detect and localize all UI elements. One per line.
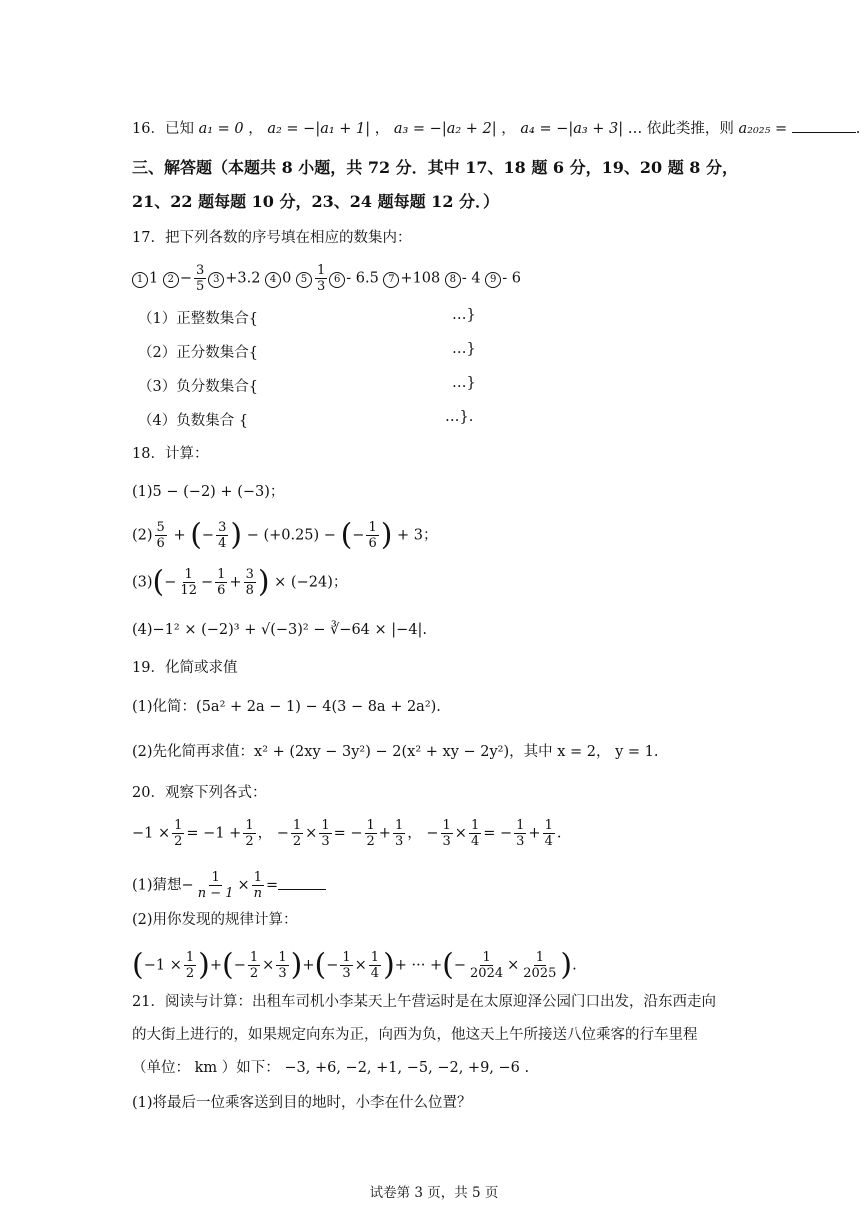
question-17-title: 17．把下列各数的序号填在相应的数集内： (132, 230, 412, 246)
section-3-heading-line2: 21、22 题每题 10 分，23、24 题每题 12 分．） (132, 192, 500, 211)
fraction-denominator: 2024 (470, 966, 504, 981)
fraction (196, 870, 236, 901)
fraction-numerator: 1 (245, 818, 254, 833)
fraction-denominator: 4 (370, 966, 380, 981)
fraction-numerator: 1 (366, 818, 375, 833)
fraction (215, 567, 227, 598)
fraction-numerator: 1 (321, 818, 330, 833)
fraction (468, 950, 505, 981)
fraction-numerator: 1 (394, 818, 404, 833)
q16-a2025: a₂₀₂₅ = (738, 121, 788, 137)
q18-part4: (4)−1² × (−2)³ + √(−3)² − ∛−64 × |−4|. (132, 622, 428, 638)
fraction-numerator: 1 (249, 950, 259, 965)
fraction-denominator: 2 (292, 834, 302, 849)
fraction-denominator: n − 1 (197, 886, 234, 901)
left-paren: ( (340, 517, 353, 553)
fraction-numerator: 3 (196, 263, 205, 278)
left-paren: ( (190, 517, 202, 553)
set-label-negative-numbers: （4）负数集合 { (138, 413, 249, 429)
circled-number: 4 (265, 272, 281, 288)
fraction (365, 818, 377, 849)
fraction (155, 520, 167, 551)
fraction-denominator: 3 (278, 966, 287, 981)
right-paren: ) (383, 947, 395, 983)
fraction-numerator: 1 (535, 950, 544, 965)
right-paren: ) (380, 517, 393, 553)
q20-obs1-lhs: −1 × (132, 825, 171, 842)
fraction-denominator: 2 (245, 834, 254, 849)
fraction (243, 818, 255, 849)
circled-number: 1 (132, 272, 148, 288)
q16-sep1: ， (248, 121, 263, 137)
fraction-denominator: 6 (368, 536, 377, 551)
operator: + (173, 527, 186, 544)
left-paren: ( (152, 564, 165, 600)
set-label-negative-fractions: （3）负分数集合{ (138, 379, 258, 395)
circled-number: 7 (383, 272, 399, 288)
right-paren: ) (230, 517, 243, 553)
ellipsis: + ··· + (394, 957, 443, 974)
set-end: …}. (445, 409, 474, 425)
fraction-numerator: 1 (544, 818, 553, 833)
fraction-numerator: 1 (470, 818, 480, 833)
set-label-positive-integers: （1）正整数集合{ (138, 311, 258, 327)
equals-sign: = (266, 877, 279, 894)
fraction-numerator: 1 (342, 950, 351, 965)
q21-text-line3: （单位： km ）如下： −3, +6, −2, +1, −5, −2, +9, −6 . (132, 1060, 530, 1076)
circled-number: 3 (208, 272, 224, 288)
fraction-numerator: 1 (217, 567, 226, 582)
fraction-numerator: 1 (516, 818, 525, 833)
fraction (393, 818, 405, 849)
left-paren: ( (314, 947, 327, 983)
q20-observations: −1 × $\frac{1}{2}$ = −1 + $\frac{1}{2}$ ， − $\frac{1}{2}$ × $\frac{1}{3}$ = − $\frac{1}{2}$ + $\frac{1}{3}$ ， − $\frac{1}{3}$ × $\frac{1}{4}$ = − $\frac{1}{3}$ + $\frac{1}{4}$ . (132, 818, 562, 849)
fraction (244, 567, 256, 598)
q20-obs1-rhs: = −1 + (186, 825, 242, 842)
q16-sep3: ， (501, 121, 516, 137)
q20-part1: (1)猜想− $\frac{1}{n - 1}$ × $\frac{1}{n}$ = (132, 870, 736, 901)
question-19-title: 19．化简或求值 (132, 660, 238, 676)
left-paren: ( (442, 947, 454, 983)
fraction-denominator: 4 (544, 834, 553, 849)
fraction-denominator: 3 (516, 834, 525, 849)
circled-number: 6 (329, 272, 345, 288)
fraction-denominator: 2 (249, 966, 259, 981)
q17-item-value: - 4 (461, 270, 481, 287)
fraction (291, 818, 303, 849)
fraction-denominator: 2 (185, 966, 195, 981)
circled-number: 2 (163, 272, 179, 288)
fraction-numerator: 1 (211, 870, 220, 885)
fraction (469, 818, 481, 849)
fraction-denominator: 6 (156, 536, 165, 551)
fraction (543, 818, 555, 849)
fraction-denominator: 5 (196, 279, 205, 294)
fraction-numerator: 1 (370, 950, 380, 965)
q16-prefix: 16．已知 (132, 121, 194, 137)
q17-item-value: - 6.5 (346, 270, 379, 287)
set-end: …} (452, 341, 476, 357)
fraction-numerator: 5 (156, 520, 165, 535)
q21-text-line2: 的大街上进行的，如果规定向东为正，向西为负，他这天上午所接送八位乘客的行车里程 (132, 1027, 698, 1043)
fraction-numerator: 1 (292, 818, 302, 833)
fraction-denominator: n (253, 886, 263, 901)
fraction-denominator: 4 (470, 834, 480, 849)
fraction-numerator: 1 (368, 520, 377, 535)
left-paren: ( (132, 947, 144, 983)
fraction (369, 950, 381, 981)
circled-number: 8 (445, 272, 461, 288)
fraction-denominator: 3 (342, 966, 351, 981)
fraction-numerator: 1 (442, 818, 451, 833)
operator: × (−24)； (274, 574, 348, 591)
q16-tail: … 依此类推，则 (627, 121, 734, 137)
fraction-denominator: 3 (321, 834, 330, 849)
circled-number: 9 (485, 272, 501, 288)
fraction (178, 567, 199, 598)
fraction (172, 818, 184, 849)
fraction (319, 818, 331, 849)
right-paren: ) (257, 564, 270, 600)
fraction-denominator: 4 (218, 536, 227, 551)
fraction-denominator: 3 (442, 834, 451, 849)
fraction-numerator: 1 (253, 870, 262, 885)
question-18-title: 18．计算： (132, 446, 209, 462)
q17-item-value: - 6 (502, 270, 521, 287)
q19-part1: (1)化简：(5a² + 2a − 1) − 4(3 − 8a + 2a²). (132, 699, 441, 715)
fraction-denominator: 3 (316, 279, 326, 294)
fraction-numerator: 1 (278, 950, 287, 965)
q16-a1: a₁ = 0 (198, 121, 244, 137)
part-label: (1)猜想 (132, 877, 182, 894)
fraction-denominator: 6 (217, 583, 226, 598)
right-paren: ) (290, 947, 303, 983)
operator: − (+0.25) − (246, 527, 336, 544)
q17-item-value: 0 (282, 270, 292, 287)
q16-a3: a₃ = −|a₂ + 2| (393, 121, 497, 137)
fraction (315, 263, 327, 294)
q21-part1: (1)将最后一位乘客送到目的地时，小李在什么位置？ (132, 1095, 472, 1111)
q20-calc-term: −1 × (143, 957, 182, 974)
part-label: (3) (132, 574, 153, 591)
fraction-denominator: 2025 (523, 966, 557, 981)
fraction (514, 818, 526, 849)
question-16 (132, 118, 861, 139)
q16-a4: a₄ = −|a₃ + 3| (520, 121, 624, 137)
fraction-numerator: 3 (218, 520, 227, 535)
fraction-denominator: 2 (174, 834, 183, 849)
part-label: (2) (132, 527, 153, 544)
fraction (248, 950, 260, 981)
answer-blank (792, 118, 856, 133)
fraction-denominator: 3 (394, 834, 404, 849)
fraction (441, 818, 453, 849)
fraction-numerator: 1 (316, 263, 326, 278)
fraction (340, 950, 352, 981)
fraction (216, 520, 228, 551)
q17-frac-sign: − (179, 270, 192, 287)
q16-a2: a₂ = −|a₁ + 1| (267, 121, 371, 137)
fraction (194, 263, 206, 294)
q17-item-value: 1 (149, 270, 159, 287)
set-label-positive-fractions: （2）正分数集合{ (138, 345, 258, 361)
q17-number-list (132, 263, 736, 294)
q21-text-line1: 21．阅读与计算：出租车司机小李某天上午营运时是在太原迎泽公园门口出发，沿东西走向 (132, 994, 716, 1010)
answer-blank (278, 875, 326, 890)
fraction (184, 950, 196, 981)
left-paren: ( (222, 947, 234, 983)
fraction-numerator: 3 (245, 567, 254, 582)
fraction-numerator: 1 (174, 818, 183, 833)
fraction-denominator: 2 (366, 834, 375, 849)
q18-part2: (2) $\frac{5}{6}$ + (− $\frac{3}{4}$ ) − (+0.25) − (− $\frac{1}{6}$ ) + 3； (132, 517, 438, 553)
circled-number: 5 (296, 272, 312, 288)
q17-item-value: +3.2 (225, 270, 261, 287)
q20-calculation: (−1 × $\frac{1}{2}$ )+(− $\frac{1}{2}$ × $\frac{1}{3}$ )+(− $\frac{1}{3}$ × $\frac{1}{4}$ )+ ··· +(− $\frac{1}{2024}$ × $\frac{1}{2025}$ ). (132, 947, 577, 983)
q16-end: . (855, 121, 861, 137)
q18-part1: (1)5 − (−2) + (−3)； (132, 484, 285, 500)
fraction-denominator: 8 (245, 583, 254, 598)
fraction-numerator: 1 (185, 950, 195, 965)
operator: + 3； (397, 527, 438, 544)
right-paren: ) (560, 947, 573, 983)
fraction (521, 950, 558, 981)
set-end: …} (452, 307, 476, 323)
fraction-denominator: 12 (180, 583, 197, 598)
q18-part3: (3)(− $\frac{1}{12}$ − $\frac{1}{6}$ + $\frac{3}{8}$ ) × (−24)； (132, 564, 348, 600)
fraction (252, 870, 264, 901)
right-paren: ) (198, 947, 210, 983)
fraction (366, 520, 378, 551)
fraction (276, 950, 288, 981)
set-end: …} (452, 375, 476, 391)
q16-sep2: ， (374, 121, 390, 137)
q19-part2: (2)先化简再求值：x² + (2xy − 3y²) − 2(x² + xy − 2y²)，其中 x = 2， y = 1. (132, 744, 659, 760)
fraction-numerator: 1 (482, 950, 491, 965)
question-20-title: 20．观察下列各式： (132, 785, 267, 801)
section-3-heading-line1: 三、解答题（本题共 8 小题，共 72 分．其中 17、18 题 6 分，19、20 题 8 分， (132, 158, 739, 177)
q17-item-value: +108 (400, 270, 441, 287)
page-footer: 试卷第 3 页，共 5 页 (369, 1185, 499, 1201)
fraction-numerator: 1 (184, 567, 193, 582)
q20-part2: (2)用你发现的规律计算： (132, 912, 298, 928)
